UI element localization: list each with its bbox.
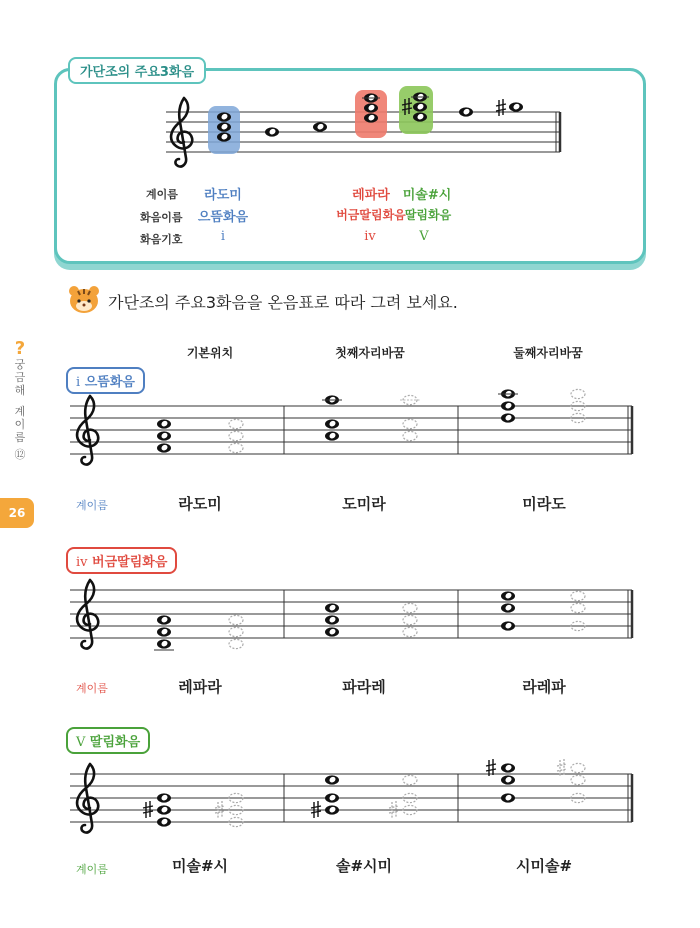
instruction-text: 가단조의 주요3화음을 온음표로 따라 그려 보세요. (108, 293, 458, 312)
side-char: 해 (14, 384, 26, 397)
section-symbol: V (76, 735, 86, 750)
side-char: 계 (14, 405, 26, 418)
chord-name: 솔#시미 (335, 857, 393, 875)
row-label-solfege: 계이름 (146, 188, 178, 201)
tonic-symbol: i (220, 229, 226, 244)
dominant-solfege: 미솔#시 (402, 188, 452, 203)
row-label-chord-name: 화음이름 (140, 211, 183, 224)
side-number: ⑫ (14, 448, 26, 461)
tonic-solfege: 라도미 (204, 188, 242, 203)
chord-name: 시미솔# (515, 857, 573, 875)
dominant-symbol: V (419, 229, 429, 244)
section-symbol: iv (76, 555, 88, 570)
chord-name: 도미라 (342, 495, 386, 513)
chord-name: 레파라 (178, 678, 222, 696)
summary-staff (166, 86, 560, 167)
column-header-root: 기본위치 (186, 346, 234, 360)
column-header-first-inversion: 첫째자리바꿈 (335, 346, 405, 360)
chord-name: 미솔#시 (171, 857, 229, 875)
chord-name: 미라도 (522, 495, 566, 513)
staff-dominant (70, 759, 632, 833)
side-char: 이 (14, 418, 26, 431)
section-name: 딸림화음 (89, 735, 141, 750)
solfege-label-dominant: 계이름 (76, 863, 108, 876)
staff-subdominant (70, 580, 632, 650)
subdominant-name: 버금딸림화음 (336, 208, 406, 222)
column-header-second-inversion: 둘째자리바꿈 (513, 346, 583, 360)
question-mark-icon: ? (14, 338, 26, 359)
subdominant-symbol: iv (364, 229, 376, 244)
solfege-label-tonic: 계이름 (76, 499, 108, 512)
side-char: 름 (14, 431, 26, 444)
tonic-name: 으뜸화음 (197, 210, 249, 225)
dominant-name: 딸림화음 (404, 208, 452, 222)
chord-name: 라도미 (178, 495, 222, 513)
solfege-label-subdominant: 계이름 (76, 682, 108, 695)
section-name: 으뜸화음 (84, 375, 135, 390)
side-char: 금 (14, 371, 26, 384)
chord-name: 라레파 (522, 678, 566, 696)
summary-box-title: 가단조의 주요3화음 (68, 57, 206, 84)
row-label-chord-symbol: 화음기호 (140, 233, 183, 246)
section-name: 버금딸림화음 (92, 555, 168, 570)
subdominant-solfege: 레파라 (352, 188, 390, 203)
chord-name: 파라레 (342, 678, 386, 696)
page-number: 26 (0, 498, 34, 528)
section-symbol: i (76, 375, 81, 390)
side-char: 궁 (14, 358, 26, 371)
staff-tonic (70, 389, 632, 464)
